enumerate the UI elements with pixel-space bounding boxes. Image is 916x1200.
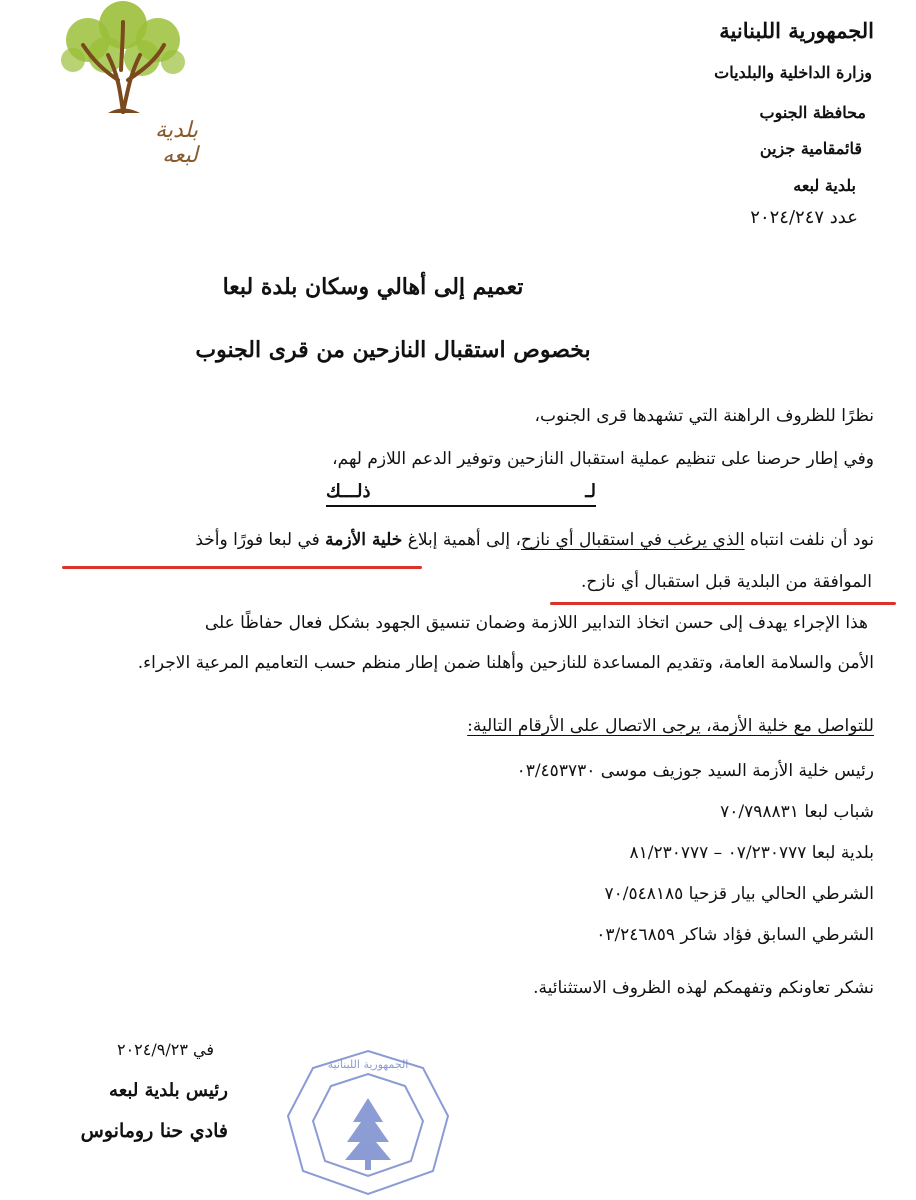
red-underline-2	[550, 602, 896, 605]
therefore-line	[326, 481, 596, 507]
svg-text:الجمهورية اللبنانية: الجمهورية اللبنانية	[327, 1058, 409, 1071]
contact-item: بلدية لبعا ٠٧/٢٣٠٧٧٧ – ٨١/٢٣٠٧٧٧	[629, 843, 874, 863]
therefore-start: لـ	[585, 481, 596, 502]
body-paragraph-4: الموافقة من البلدية قبل استقبال أي نازح.	[581, 572, 872, 592]
contacts-list	[517, 756, 874, 961]
p3-part-c: ، إلى أهمية إبلاغ	[402, 530, 522, 550]
body-paragraph-5: هذا الإجراء يهدف إلى حسن اتخاذ التدابير اللازمة وضمان تنسيق الجهود بشكل فعال حفاظًا على	[204, 613, 868, 633]
signature-title: رئيس بلدية لبعه	[109, 1080, 228, 1101]
municipality-logo	[48, 0, 198, 168]
contact-item: الشرطي السابق فؤاد شاكر ٠٣/٢٤٦٨٥٩	[596, 925, 874, 945]
document-title: تعميم إلى أهالي وسكان بلدة لبعا	[222, 274, 524, 300]
olive-tree-icon	[48, 0, 198, 125]
official-stamp	[283, 1046, 453, 1196]
logo-caption: بلدية لبعه	[155, 118, 198, 168]
signature-date: في ٢٠٢٤/٩/٢٣	[116, 1040, 214, 1059]
contact-item: الشرطي الحالي بيار قزحيا ٧٠/٥٤٨١٨٥	[604, 884, 874, 904]
body-paragraph-1: نظرًا للظروف الراهنة التي تشهدها قرى الجنوب،	[534, 406, 874, 426]
reference-number	[750, 207, 858, 228]
body-paragraph-3	[195, 530, 874, 550]
red-underline-1	[62, 566, 422, 569]
p3-part-a: نود أن نلفت انتباه	[744, 530, 874, 550]
contacts-heading: للتواصل مع خلية الأزمة، يرجى الاتصال على الأرقام التالية:	[467, 716, 874, 736]
p3-bold: خلية الأزمة	[325, 530, 403, 550]
signature-name: فادي حنا رومانوس	[80, 1120, 228, 1142]
reference-label: عدد	[829, 207, 858, 228]
contact-item: رئيس خلية الأزمة السيد جوزيف موسى ٠٣/٤٥٣٧٣٠	[516, 761, 874, 781]
p3-part-d: في لبعا فورًا وأخذ	[195, 530, 326, 550]
republic-heading: الجمهورية اللبنانية	[719, 18, 874, 43]
body-paragraph-2: وفي إطار حرصنا على تنظيم عملية استقبال النازحين وتوفير الدعم اللازم لهم،	[332, 449, 874, 469]
p3-underlined: الذي يرغب في استقبال أي نازح	[521, 530, 745, 550]
cedar-stamp-icon	[283, 1046, 453, 1196]
municipality-line: بلدية لبعه	[793, 176, 856, 195]
district-line: قائمقامية جزين	[759, 139, 862, 158]
contact-item: شباب لبعا ٧٠/٧٩٨٨٣١	[720, 802, 874, 822]
therefore-end: ذلـــك	[326, 481, 371, 502]
reference-value: ٢٠٢٤/٢٤٧	[750, 207, 825, 228]
closing-line: نشكر تعاونكم وتفهمكم لهذه الظروف الاستثنائية.	[533, 978, 874, 998]
governorate-line: محافظة الجنوب	[759, 103, 866, 122]
ministry-line: وزارة الداخلية والبلديات	[714, 63, 872, 82]
body-paragraph-6: الأمن والسلامة العامة، وتقديم المساعدة للنازحين وأهلنا ضمن إطار منظم حسب التعاميم المرعية الاجراء.	[137, 653, 874, 673]
document-subtitle: بخصوص استقبال النازحين من قرى الجنوب	[195, 337, 591, 363]
